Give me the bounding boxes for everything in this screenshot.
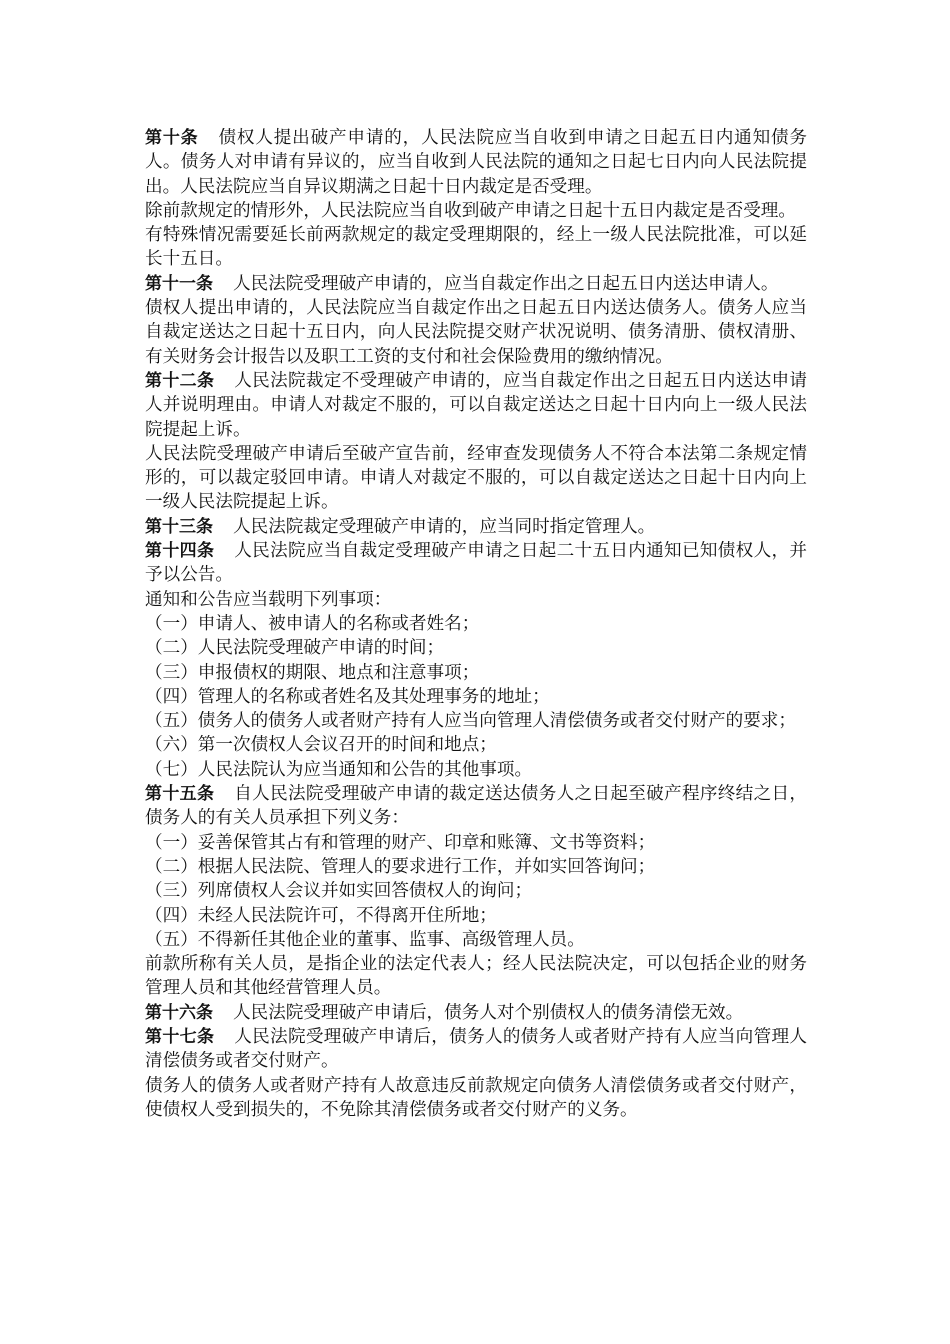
list-item: （七）人民法院认为应当通知和公告的其他事项。 bbox=[145, 759, 533, 780]
article-title: 第十条 bbox=[145, 128, 199, 148]
paragraph bbox=[145, 1025, 807, 1074]
article-text: 人民法院裁定受理破产申请的，应当同时指定管理人。 bbox=[233, 516, 656, 537]
paragraph: 通知和公告应当载明下列事项： bbox=[145, 589, 392, 610]
article-text: 人民法院受理破产申请的，应当自裁定作出之日起五日内送达申请人。 bbox=[233, 273, 779, 294]
article-title: 第十二条 bbox=[145, 370, 215, 391]
list-item: （四）管理人的名称或者姓名及其处理事务的地址； bbox=[145, 686, 550, 707]
list-item: （三）申报债权的期限、地点和注意事项； bbox=[145, 662, 480, 683]
paragraph bbox=[145, 1001, 807, 1025]
paragraph bbox=[145, 272, 807, 296]
list-item: （一）妥善保管其占有和管理的财产、印章和账簿、文书等资料； bbox=[145, 832, 656, 853]
list-item: （六）第一次债权人会议召开的时间和地点； bbox=[145, 735, 497, 756]
paragraph: 债务人的债务人或者财产持有人故意违反前款规定向债务人清偿债务或者交付财产，使债权人受到损失的，不免除其清偿债务或者交付财产的义务。 bbox=[145, 1075, 807, 1120]
article-title: 第十七条 bbox=[145, 1026, 215, 1047]
paragraph: 除前款规定的情形外，人民法院应当自收到破产申请之日起十五日内裁定是否受理。 bbox=[145, 200, 796, 221]
paragraph: 前款所称有关人员，是指企业的法定代表人；经人民法院决定，可以包括企业的财务管理人员和其他经营管理人员。 bbox=[145, 954, 807, 999]
article-title: 第十一条 bbox=[145, 273, 213, 294]
list-item: （五）不得新任其他企业的董事、监事、高级管理人员。 bbox=[145, 929, 585, 950]
article-text: 人民法院裁定不受理破产申请的，应当自裁定作出之日起五日内送达申请人并说明理由。申请人对裁定不服的，可以自裁定送达之日起十日内向上一级人民法院提起上诉。 bbox=[145, 370, 807, 440]
paragraph bbox=[145, 369, 807, 442]
paragraph bbox=[145, 126, 807, 199]
paragraph bbox=[145, 782, 807, 831]
article-text: 债权人提出破产申请的，人民法院应当自收到申请之日起五日内通知债务人。债务人对申请有异议的，应当自收到人民法院的通知之日起七日内向人民法院提出。人民法院应当自异议期满之日起十日内裁定是否受理。 bbox=[145, 128, 808, 197]
list-item: （三）列席债权人会议并如实回答债权人的询问； bbox=[145, 881, 533, 902]
article-text: 人民法院应当自裁定受理破产申请之日起二十五日内通知已知债权人，并予以公告。 bbox=[145, 541, 807, 586]
article-title: 第十五条 bbox=[145, 784, 215, 805]
article-text: 自人民法院受理破产申请的裁定送达债务人之日起至破产程序终结之日，债务人的有关人员承担下列义务： bbox=[145, 784, 807, 829]
article-title: 第十三条 bbox=[145, 516, 213, 537]
list-item: （二）根据人民法院、管理人的要求进行工作，并如实回答询问； bbox=[145, 856, 656, 877]
list-item: （二）人民法院受理破产申请的时间； bbox=[145, 638, 445, 659]
paragraph: 人民法院受理破产申请后至破产宣告前，经审查发现债务人不符合本法第二条规定情形的，可以裁定驳回申请。申请人对裁定不服的，可以自裁定送达之日起十日内向上一级人民法院提起上诉。 bbox=[145, 443, 807, 513]
list-item: （四）未经人民法院许可，不得离开住所地； bbox=[145, 905, 497, 926]
document-body bbox=[145, 126, 807, 1122]
paragraph: 有特殊情况需要延长前两款规定的裁定受理期限的，经上一级人民法院批准，可以延长十五日。 bbox=[145, 225, 807, 270]
list-item: （五）债务人的债务人或者财产持有人应当向管理人清偿债务或者交付财产的要求； bbox=[145, 711, 796, 732]
article-title: 第十四条 bbox=[145, 541, 215, 562]
article-text: 人民法院受理破产申请后，债务人的债务人或者财产持有人应当向管理人清偿债务或者交付财产。 bbox=[145, 1026, 807, 1072]
article-title: 第十六条 bbox=[145, 1002, 213, 1023]
paragraph bbox=[145, 515, 807, 539]
paragraph bbox=[145, 539, 807, 588]
list-item: （一）申请人、被申请人的名称或者姓名； bbox=[145, 613, 480, 634]
paragraph: 债权人提出申请的，人民法院应当自裁定作出之日起五日内送达债务人。债务人应当自裁定送达之日起十五日内，向人民法院提交财产状况说明、债务清册、债权清册、有关财务会计报告以及职工工资的支付和社会保险费用的缴纳情况。 bbox=[145, 298, 807, 367]
article-text: 人民法院受理破产申请后，债务人对个别债权人的债务清偿无效。 bbox=[233, 1002, 744, 1023]
